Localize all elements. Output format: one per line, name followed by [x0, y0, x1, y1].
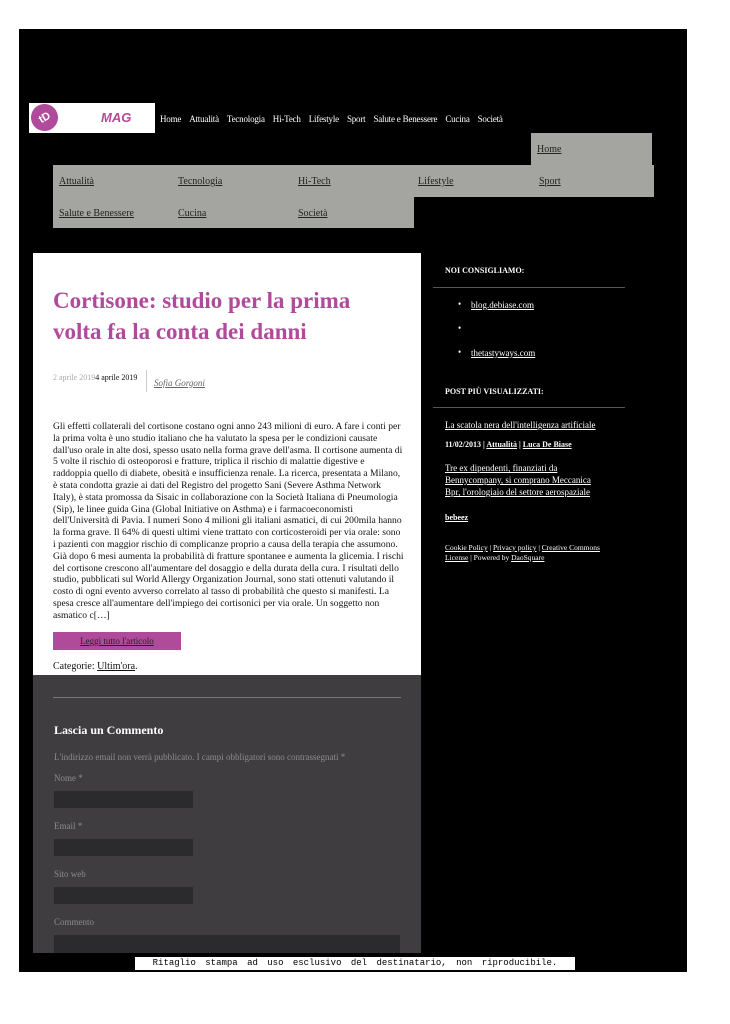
email-label: Email * [54, 821, 83, 831]
nav-item-hitech[interactable]: Hi-Tech [272, 114, 301, 124]
category-suffix: . [135, 661, 138, 672]
popular-author-link[interactable]: Luca De Biase [522, 440, 572, 449]
website-field[interactable] [54, 887, 193, 904]
popular-article-link[interactable]: Tre ex dipendenti, finanziati da Bennycompany, si comprano Meccanica Bpr, l'orologiaio del settore aerospaziale [445, 463, 591, 497]
comment-note: L'indirizzo email non verrà pubblicato. I campi obbligatori sono contrassegnati * [54, 752, 346, 762]
recommended-link[interactable] [458, 324, 535, 348]
dropdown-row-2 [53, 197, 414, 228]
recommended-divider [433, 287, 625, 288]
article-excerpt: Gli effetti collaterali del cortisone costano ogni anno 243 milioni di euro. A fare i conti per la prima volta è uno studio italiano che ha valutato la spesa per le condizioni causate dall'uso orale in alte dosi, spesso usato nella forma grave dell'asma. Il cortisone aumenta di 5 volte il rischio di osteoporosi e fratture, triplica il rischio di malattie digestive e raddoppia quello di diabete, obesità e insufficienza renale. La ricerca, presentata a Milano, è stata condotta grazie ai dati del Registro del progetto Sani (Severe Asthma Network Italy), è stata promossa da Sisaic in collaborazione con la Società Italiana di Pneumologia (Sip), le linee guida Gina (Global Initiative on Asthma) e i farmacoeconomisti dell'Università di Pavia. I numeri Sono 4 milioni gli italiani asmatici, di cui 200mila hanno la forma grave. Il 64% di questi ultimi viene trattato con corticosteroidi per via orale: sono i pazienti con maggior rischio di complicanze proprio a causa della terapia che assumono. Già dopo 6 mesi aumenta la probabilità di fratture spontanee e aumenta la glicemia. I rischi del cortisone crescono all'aumentare del dosaggio e della durata della cura. I risultati dello studio, pubblicati sul World Allergy Organization Journal, sono stati ottenuti valutando il costo di ogni evento avverso correlato al tasso di probabilità che questo si manifesti. La spesa cresce all'aumentare dell'impiego dei cortisonici per via orale. Un soggetto non asmatico c[…] [53, 421, 404, 621]
website-label: Sito web [54, 869, 86, 879]
comment-form [33, 675, 421, 953]
nav-item-salute[interactable]: Salute e Benessere [373, 114, 438, 124]
creative-commons-link[interactable]: Creative Commons License [445, 543, 600, 562]
dropdown-item-sport[interactable]: Sport [539, 176, 561, 187]
comment-title: Lascia un Commento [54, 723, 164, 737]
article-card [33, 253, 421, 675]
read-more-button[interactable]: Leggi tutto l'articolo [53, 632, 181, 650]
sidebar-footer: Cookie Policy | Privacy policy | Creative Commons License | Powered by DaoSquare [445, 543, 600, 562]
dropdown-item-home[interactable]: Home [537, 144, 562, 155]
print-disclaimer: Ritaglio stampa ad uso esclusivo del destinatario, non riproducibile. [135, 957, 575, 970]
designer-link[interactable]: DaoSquare [511, 553, 545, 562]
recommended-list [458, 300, 535, 372]
categories-label: Categorie: [53, 661, 95, 672]
powered-by-text: Powered by [473, 553, 510, 562]
dropdown-item-salute[interactable]: Salute e Benessere [59, 208, 134, 219]
popular-divider [433, 407, 625, 408]
dropdown-item-societa[interactable]: Società [298, 208, 328, 219]
meta-separator: | [517, 440, 523, 449]
popular-category-link[interactable]: Attualità [486, 440, 518, 449]
nav-item-tecnologia[interactable]: Tecnologia [226, 114, 265, 124]
article-dates [53, 373, 137, 382]
category-link[interactable]: Ultim'ora [97, 661, 136, 672]
cookie-policy-link[interactable]: Cookie Policy [445, 543, 488, 552]
nav-item-attualita[interactable]: Attualità [189, 114, 219, 124]
meta-separator: | [481, 440, 487, 449]
tag-link[interactable]: bebeez [445, 513, 469, 522]
article-date-updated: 4 aprile 2019 [95, 373, 138, 382]
dropdown-item-attualita[interactable]: Attualità [59, 176, 94, 187]
logo-text: MAG [101, 110, 132, 125]
recommended-heading: NOI CONSIGLIAMO: [445, 266, 525, 275]
article-author[interactable]: Sofia Gorgoni [154, 378, 205, 388]
dropdown-home-cell [531, 133, 652, 165]
comment-label: Commento [54, 917, 94, 927]
site-logo[interactable] [29, 103, 155, 133]
meta-divider [146, 370, 147, 392]
dropdown-item-lifestyle[interactable]: Lifestyle [418, 176, 454, 187]
privacy-policy-link[interactable]: Privacy policy [492, 543, 537, 552]
comment-textarea[interactable] [54, 935, 400, 953]
logo-mark: tD [26, 99, 63, 136]
article-title[interactable]: Cortisone: studio per la prima volta fa la conta dei danni [53, 288, 351, 344]
nav-item-societa[interactable]: Società [477, 114, 503, 124]
dropdown-item-hitech[interactable]: Hi-Tech [298, 176, 331, 187]
popular-article-meta [445, 440, 572, 449]
dropdown-row-1 [53, 165, 654, 197]
name-field[interactable] [54, 791, 193, 808]
popular-heading: POST PIÙ VISUALIZZATI: [445, 387, 544, 396]
popular-date: 11/02/2013 [445, 440, 482, 449]
nav-item-home[interactable]: Home [160, 114, 182, 124]
nav-item-lifestyle[interactable]: Lifestyle [308, 114, 339, 124]
comment-divider [53, 697, 401, 698]
recommended-link[interactable]: • thetastyways.com [458, 348, 535, 372]
nav-item-sport[interactable]: Sport [346, 114, 366, 124]
popular-article-link[interactable]: La scatola nera dell'intelligenza artificiale [445, 420, 596, 430]
main-nav [160, 114, 503, 124]
dropdown-item-cucina[interactable]: Cucina [178, 208, 207, 219]
name-label: Nome * [54, 773, 83, 783]
article-date-published: 2 aprile 2019 [53, 373, 96, 382]
email-field[interactable] [54, 839, 193, 856]
recommended-link[interactable]: • blog.debiase.com [458, 300, 535, 324]
article-categories [53, 661, 138, 672]
dropdown-item-tecnologia[interactable]: Tecnologia [178, 176, 223, 187]
nav-item-cucina[interactable]: Cucina [445, 114, 470, 124]
